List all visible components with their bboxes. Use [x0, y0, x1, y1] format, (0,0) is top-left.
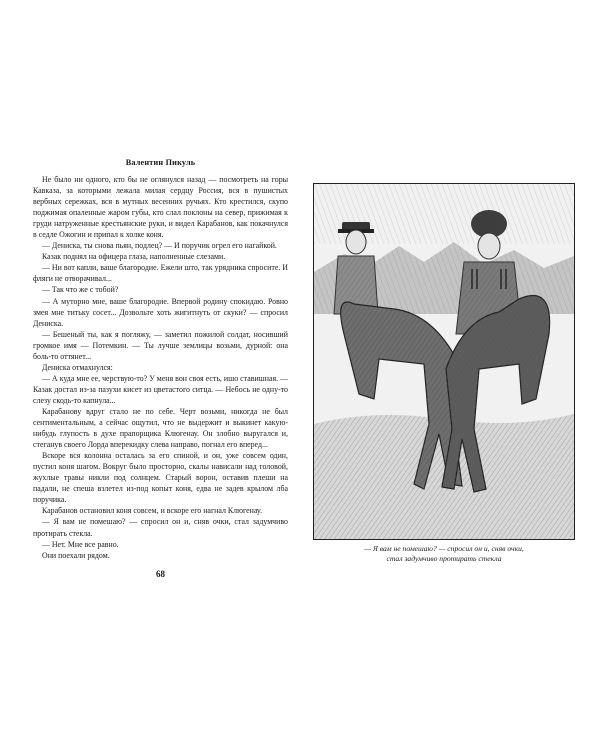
running-head: Валентин Пикуль	[125, 158, 196, 167]
paragraph: Не было ни одного, кто бы не оглянулся назад — посмотреть на горы Кавказа, за которыми лежала милая сердцу Россия, вся в пушистых вербных сережках, вся в мутных весенних ручьях. Кто крестился, скупо поджимая опаленные жаром губы, кто слал поклоны на север, прижимая к груди натруженные крестьянские руки, и видел Карабанов, как покачнулся в седле Ожогин и припал к холке коня.	[33, 175, 288, 240]
caption-line: — Я вам не помешаю? — спросил он и, сняв очки,	[364, 544, 524, 553]
caption-line: стал задумчиво протирать стекла	[386, 554, 502, 563]
paragraph: — Дениска, ты снова пьян, подлец? — И поручик огрел его нагайкой.	[42, 241, 277, 251]
paragraph: — А куда мне ее, черствую-то? У меня вон своя есть, ишо ставишная. — Казак достал из-за пазухи кисет из цветастого ситца. — Небось не одну-то слезу скодь-то капнула...	[33, 373, 288, 405]
page-number: 68	[156, 568, 165, 579]
paragraph: — Бешеный ты, как я погляжу, — заметил пожилой солдат, носивший громкое имя — Потемкин. — Ты лучше землицы возьми, дурной: она боль-то оттянет...	[33, 329, 288, 361]
illustration	[313, 183, 575, 540]
paragraph: — Так что же с тобой?	[42, 285, 119, 295]
paragraph: Карабанову вдруг стало не по себе. Черт возьми, никогда не был сентиментальным, а сейчас ощутил, что не выдержит и выкинет какую-нибудь глупость в духе прапорщика Клюгенау. Он злобно выругался и, стеганув своего Лорда вперекидку слева направо, погнал его вперед...	[33, 406, 288, 450]
paragraph: Карабанов остановил коня совсем, и вскоре его нагнал Клюгенау.	[42, 506, 263, 516]
paragraph: — Я вам не помешаю? — спросил он и, сняв очки, стал задумчиво протирать стекла.	[33, 517, 288, 538]
left-page	[33, 158, 288, 579]
paragraph: — А муторно мне, ваше благородие. Впервой родину спокидаю. Ровно змея мне титьку сосет... Дозвольте хоть жигитнуть от скуки? — спросил Дениска.	[33, 296, 288, 328]
paragraph: Дениска отмахнулся:	[42, 362, 113, 372]
paragraph: Казак поднял на офицера глаза, наполненные слезами.	[42, 252, 226, 262]
text-body	[33, 174, 288, 561]
right-page	[313, 183, 575, 564]
paragraph: — Нет. Мне все равно.	[42, 539, 119, 549]
paragraph: Вскоре вся колонна осталась за его спиной, и он, уже совсем один, пустил коня шагом. Вокруг было просторно, скалы нависали над головой, жухлые травы никли под солнцем. Старый ворон, оставив плеши на падали, не спеша взлетел из-под копыт коня, едва не задев крылом лба поручика.	[33, 451, 288, 505]
caption	[313, 544, 575, 564]
paragraph: — Ни вот капли, ваше благородие. Ежели што, так урядника спросите. И фляги не отворачивал...	[33, 263, 288, 284]
paragraph: Они поехали рядом.	[42, 550, 110, 560]
